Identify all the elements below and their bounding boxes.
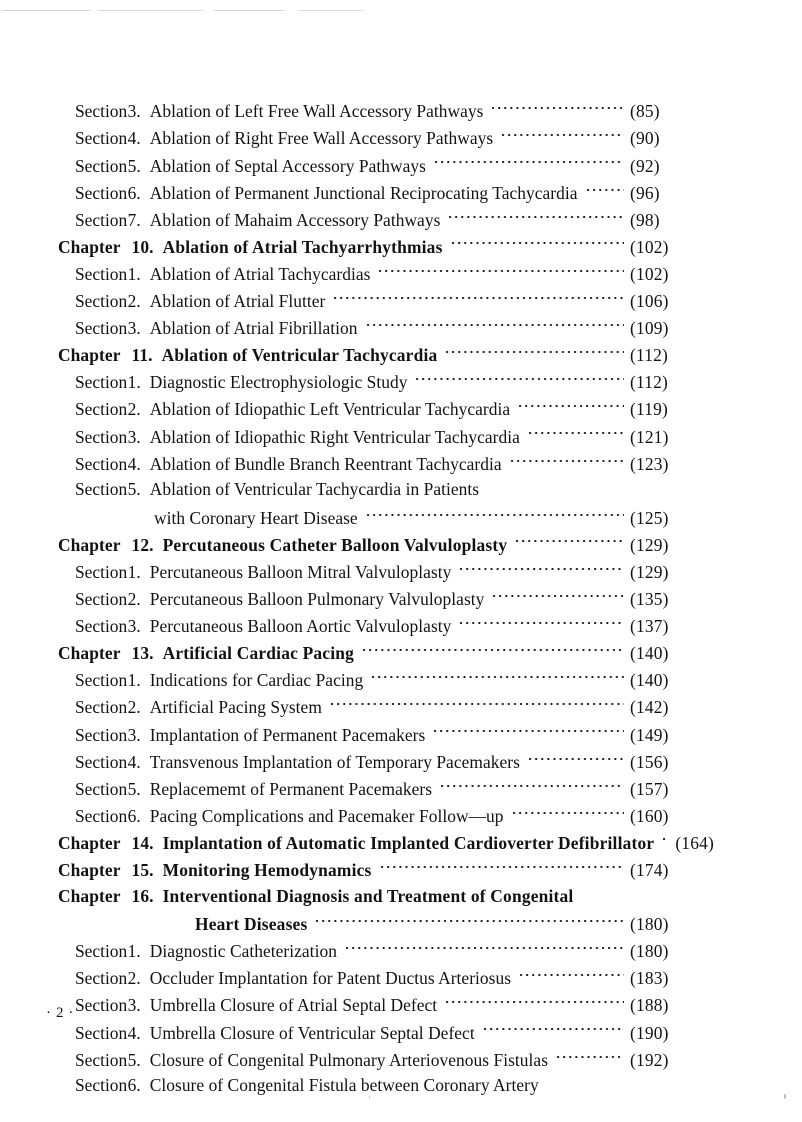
toc-entry-label bbox=[75, 101, 150, 122]
toc-entry-label-number: 1. bbox=[127, 561, 141, 582]
dot-leader bbox=[460, 615, 624, 632]
toc-entry-label bbox=[75, 779, 150, 800]
toc-entry-label bbox=[75, 725, 150, 746]
toc-entry-label bbox=[75, 399, 150, 420]
dot-leader bbox=[441, 777, 624, 794]
toc-entry-label-number: 1. bbox=[127, 263, 141, 284]
toc-entry-label-word: Chapter bbox=[58, 643, 121, 664]
toc-section-row[interactable] bbox=[58, 696, 688, 723]
dot-leader bbox=[446, 344, 624, 361]
toc-entry-page-number: (121) bbox=[630, 426, 669, 447]
toc-entry-label-number: 4. bbox=[127, 1022, 141, 1043]
scan-artifact-line bbox=[0, 10, 802, 11]
toc-entry-label-number: 6. bbox=[127, 182, 141, 203]
toc-section-row[interactable] bbox=[58, 127, 688, 154]
toc-entry-label-number: 2. bbox=[127, 968, 141, 989]
dot-leader bbox=[346, 940, 624, 957]
dot-leader bbox=[502, 127, 624, 144]
toc-section-row[interactable] bbox=[58, 506, 688, 533]
toc-entry-title: Interventional Diagnosis and Treatment of Congenital bbox=[162, 885, 574, 906]
toc-entry-title: Ablation of Idiopathic Right Ventricular Tachycardia bbox=[149, 426, 520, 447]
toc-entry-label-number: 3. bbox=[127, 616, 141, 637]
toc-entry-title: Ablation of Atrial Tachyarrhythmias bbox=[162, 236, 443, 257]
toc-entry-page-number: (192) bbox=[630, 1049, 669, 1070]
toc-entry-label-word: Chapter bbox=[58, 860, 121, 881]
toc-entry-page-number: (142) bbox=[630, 697, 669, 718]
toc-entry-label-number: 16. bbox=[131, 885, 154, 906]
dot-leader bbox=[529, 425, 624, 442]
toc-section-row[interactable] bbox=[58, 940, 688, 967]
toc-entry-label bbox=[58, 643, 163, 664]
toc-entry-page-number: (106) bbox=[630, 291, 669, 312]
toc-entry-label bbox=[75, 454, 150, 475]
toc-entry-page-number: (123) bbox=[630, 453, 669, 474]
toc-entry-label bbox=[75, 670, 150, 691]
toc-entry-title: Ablation of Bundle Branch Reentrant Tachycardia bbox=[149, 453, 502, 474]
toc-section-row[interactable] bbox=[58, 777, 688, 804]
toc-entry-title: Artificial Cardiac Pacing bbox=[162, 643, 355, 664]
toc-entry-label bbox=[75, 616, 150, 637]
toc-entry-title: Ablation of Septal Accessory Pathways bbox=[149, 155, 426, 176]
toc-entry-label-word: Section bbox=[75, 751, 128, 772]
toc-section-row[interactable] bbox=[58, 452, 688, 479]
toc-entry-label-number: 6. bbox=[127, 805, 141, 826]
toc-entry-page-number: (125) bbox=[630, 507, 669, 528]
toc-section-row[interactable] bbox=[58, 804, 688, 831]
toc-entry-page-number: (129) bbox=[630, 561, 669, 582]
toc-section-row[interactable] bbox=[58, 669, 688, 696]
toc-section-row[interactable] bbox=[58, 371, 688, 398]
toc-chapter-row[interactable] bbox=[58, 913, 688, 940]
toc-entry-label bbox=[75, 562, 150, 583]
dot-leader bbox=[587, 181, 625, 198]
dot-leader bbox=[516, 534, 624, 551]
toc-entry-label-number: 10. bbox=[131, 236, 154, 257]
toc-entry-label-number: 4. bbox=[127, 128, 141, 149]
toc-entry-label bbox=[75, 1023, 150, 1044]
toc-section-row[interactable] bbox=[58, 479, 688, 506]
toc-entry-label-number: 6. bbox=[127, 1075, 141, 1096]
dot-leader bbox=[435, 154, 624, 171]
toc-entry-label-word: Section bbox=[75, 670, 128, 691]
toc-entry-label-word: Section bbox=[75, 616, 128, 637]
toc-entry-label-word: Chapter bbox=[58, 832, 121, 853]
toc-section-row[interactable] bbox=[58, 1048, 688, 1075]
toc-section-row[interactable] bbox=[58, 750, 688, 777]
toc-chapter-row[interactable] bbox=[58, 859, 688, 886]
toc-entry-page-number: (164) bbox=[675, 832, 714, 853]
toc-entry-label-word: Section bbox=[75, 101, 128, 122]
toc-section-row[interactable] bbox=[58, 181, 688, 208]
dot-leader bbox=[434, 723, 624, 740]
dot-leader bbox=[367, 317, 624, 334]
toc-entry-label-number: 1. bbox=[127, 941, 141, 962]
toc-entry-label-word: Section bbox=[75, 291, 128, 312]
toc-entry-label bbox=[75, 372, 150, 393]
dot-leader bbox=[519, 398, 624, 415]
toc-section-row[interactable] bbox=[58, 263, 688, 290]
toc-entry-title: Implantation of Automatic Implanted Cardioverter Defibrillator bbox=[162, 832, 655, 853]
toc-entry-label-word: Section bbox=[75, 995, 128, 1016]
page-folio: · 2 · bbox=[46, 1005, 74, 1021]
toc-entry-label bbox=[75, 995, 150, 1016]
toc-section-row[interactable] bbox=[58, 425, 688, 452]
toc-entry-label-number: 1. bbox=[127, 372, 141, 393]
toc-chapter-row[interactable] bbox=[58, 886, 688, 913]
toc-section-row[interactable] bbox=[58, 967, 688, 994]
dot-leader bbox=[513, 804, 624, 821]
dot-leader bbox=[663, 832, 669, 849]
toc-entry-title: Replacememt of Permanent Pacemakers bbox=[149, 778, 433, 799]
toc-entry-page-number: (109) bbox=[630, 318, 669, 339]
dot-leader bbox=[381, 859, 624, 876]
dot-leader bbox=[372, 669, 624, 686]
toc-entry-label-word: Section bbox=[75, 479, 128, 500]
toc-entry-page-number: (140) bbox=[630, 643, 669, 664]
toc-entry-label-number: 4. bbox=[127, 751, 141, 772]
toc-entry-page-number: (135) bbox=[630, 589, 669, 610]
toc-entry-page-number: (102) bbox=[630, 236, 669, 257]
toc-entry-label-word: Section bbox=[75, 318, 128, 339]
dot-leader bbox=[367, 506, 624, 523]
toc-entry-label-number: 2. bbox=[127, 697, 141, 718]
toc-entry-label-number: 2. bbox=[127, 589, 141, 610]
toc-entry-label-number: 5. bbox=[127, 778, 141, 799]
toc-entry-title: Ablation of Atrial Tachycardias bbox=[149, 263, 371, 284]
toc-entry-title: Ablation of Atrial Flutter bbox=[149, 291, 326, 312]
dot-leader bbox=[449, 208, 624, 225]
dot-leader bbox=[363, 642, 624, 659]
toc-entry-label-number: 14. bbox=[131, 832, 154, 853]
toc-entry-label-word: Section bbox=[75, 128, 128, 149]
toc-entry-label-word: Section bbox=[75, 263, 128, 284]
toc-entry-page-number: (188) bbox=[630, 995, 669, 1016]
toc-entry-label-word: Chapter bbox=[58, 885, 121, 906]
toc-section-row[interactable] bbox=[58, 561, 688, 588]
toc-entry-title: Heart Diseases bbox=[195, 914, 308, 935]
toc-entry-label-number: 4. bbox=[127, 453, 141, 474]
toc-entry-label-number: 3. bbox=[127, 318, 141, 339]
toc-chapter-row[interactable] bbox=[58, 642, 688, 669]
toc-entry-label-word: Section bbox=[75, 1022, 128, 1043]
toc-entry-title: Percutaneous Catheter Balloon Valvuloplasty bbox=[162, 534, 508, 555]
toc-entry-label-word: Chapter bbox=[58, 534, 121, 555]
toc-entry-label-number: 3. bbox=[127, 426, 141, 447]
toc-entry-label bbox=[75, 318, 150, 339]
toc-chapter-row[interactable] bbox=[58, 534, 688, 561]
toc-entry-label bbox=[75, 697, 150, 718]
toc-entry-label bbox=[75, 968, 150, 989]
dot-leader bbox=[520, 967, 624, 984]
toc-entry-title: Umbrella Closure of Ventricular Septal Defect bbox=[149, 1022, 475, 1043]
toc-entry-title: Umbrella Closure of Atrial Septal Defect bbox=[149, 995, 438, 1016]
toc-entry-label-word: Section bbox=[75, 182, 128, 203]
dot-leader bbox=[511, 452, 624, 469]
toc-entry-title: Percutaneous Balloon Mitral Valvuloplasty bbox=[149, 561, 452, 582]
toc-entry-page-number: (137) bbox=[630, 616, 669, 637]
toc-entry-label-word: Section bbox=[75, 561, 128, 582]
toc-entry-title: Artificial Pacing System bbox=[149, 697, 322, 718]
table-of-contents-list bbox=[58, 100, 714, 1102]
toc-entry-page-number: (112) bbox=[630, 345, 669, 366]
toc-entry-label bbox=[58, 860, 163, 881]
toc-entry-title: Ablation of Left Free Wall Accessory Pathways bbox=[149, 101, 484, 122]
toc-entry-title: Diagnostic Electrophysiologic Study bbox=[149, 372, 408, 393]
toc-entry-label-word: Section bbox=[75, 778, 128, 799]
toc-section-row[interactable] bbox=[58, 723, 688, 750]
toc-section-row[interactable] bbox=[58, 290, 688, 317]
toc-entry-label bbox=[75, 156, 150, 177]
toc-entry-page-number: (96) bbox=[630, 182, 660, 203]
toc-entry-page-number: (92) bbox=[630, 155, 660, 176]
toc-entry-label-word: Chapter bbox=[58, 345, 121, 366]
dot-leader bbox=[331, 696, 624, 713]
toc-entry-page-number: (183) bbox=[630, 968, 669, 989]
toc-entry-page-number: (85) bbox=[630, 101, 660, 122]
toc-entry-page-number: (174) bbox=[630, 860, 669, 881]
toc-entry-label-number: 5. bbox=[127, 479, 141, 500]
toc-section-row[interactable] bbox=[58, 1021, 688, 1048]
toc-entry-page-number: (112) bbox=[630, 372, 669, 393]
toc-entry-page-number: (180) bbox=[630, 914, 669, 935]
toc-entry-label-word: Section bbox=[75, 1075, 128, 1096]
toc-entry-label bbox=[75, 291, 150, 312]
toc-entry-label-word: Section bbox=[75, 426, 128, 447]
toc-entry-title: Ablation of Atrial Fibrillation bbox=[149, 318, 358, 339]
toc-entry-label-word: Section bbox=[75, 372, 128, 393]
dot-leader bbox=[379, 263, 624, 280]
toc-entry-label-number: 11. bbox=[131, 345, 153, 366]
toc-entry-title: Transvenous Implantation of Temporary Pacemakers bbox=[149, 751, 520, 772]
dot-leader bbox=[492, 100, 624, 117]
toc-entry-label-word: Section bbox=[75, 399, 128, 420]
toc-entry-label bbox=[75, 210, 150, 231]
toc-entry-label-word: Section bbox=[75, 805, 128, 826]
toc-entry-label-word: Section bbox=[75, 453, 128, 474]
toc-chapter-row[interactable] bbox=[58, 344, 688, 371]
toc-entry-title: Percutaneous Balloon Pulmonary Valvuloplasty bbox=[149, 589, 485, 610]
dot-leader bbox=[316, 913, 624, 930]
toc-entry-title: Occluder Implantation for Patent Ductus Arteriosus bbox=[149, 968, 512, 989]
toc-entry-label-number: 13. bbox=[131, 643, 154, 664]
toc-entry-page-number: (160) bbox=[630, 805, 669, 826]
toc-entry-label-word: Section bbox=[75, 1049, 128, 1070]
toc-entry-label bbox=[75, 183, 150, 204]
toc-entry-label bbox=[75, 806, 150, 827]
toc-entry-label bbox=[58, 886, 163, 907]
toc-entry-title: Percutaneous Balloon Aortic Valvuloplasty bbox=[149, 616, 452, 637]
toc-entry-label-number: 3. bbox=[127, 101, 141, 122]
toc-entry-page-number: (98) bbox=[630, 209, 660, 230]
toc-entry-page-number: (190) bbox=[630, 1022, 669, 1043]
dot-leader bbox=[484, 1021, 624, 1038]
toc-section-row[interactable] bbox=[58, 615, 688, 642]
toc-entry-title: with Coronary Heart Disease bbox=[154, 507, 358, 528]
toc-entry-title: Ablation of Mahaim Accessory Pathways bbox=[149, 209, 441, 230]
dot-leader bbox=[460, 561, 624, 578]
toc-entry-label bbox=[75, 1050, 150, 1071]
toc-entry-label bbox=[75, 941, 150, 962]
toc-section-row[interactable] bbox=[58, 994, 688, 1021]
toc-section-row[interactable] bbox=[58, 100, 688, 127]
dot-leader bbox=[452, 235, 624, 252]
toc-section-row[interactable] bbox=[58, 317, 688, 344]
toc-entry-label bbox=[75, 264, 150, 285]
toc-entry-page-number: (157) bbox=[630, 778, 669, 799]
toc-entry-label bbox=[58, 535, 163, 556]
toc-section-row[interactable] bbox=[58, 154, 688, 181]
toc-entry-label-word: Section bbox=[75, 697, 128, 718]
toc-entry-label-number: 1. bbox=[127, 670, 141, 691]
toc-entry-title: Closure of Congenital Fistula between Coronary Artery bbox=[149, 1075, 539, 1096]
toc-entry-label bbox=[58, 237, 163, 258]
toc-entry-label bbox=[75, 427, 150, 448]
dot-leader bbox=[334, 290, 624, 307]
toc-entry-label-word: Chapter bbox=[58, 236, 121, 257]
dot-leader bbox=[493, 588, 624, 605]
toc-entry-label-number: 2. bbox=[127, 399, 141, 420]
toc-entry-label-word: Section bbox=[75, 724, 128, 745]
toc-entry-title: Ablation of Ventricular Tachycardia bbox=[161, 345, 438, 366]
toc-entry-title: Ablation of Idiopathic Left Ventricular Tachycardia bbox=[149, 399, 511, 420]
toc-entry-title: Diagnostic Catheterization bbox=[149, 941, 337, 962]
toc-entry-label bbox=[58, 345, 162, 366]
toc-section-row[interactable] bbox=[58, 1075, 688, 1102]
scan-speck bbox=[784, 1094, 786, 1099]
toc-chapter-row[interactable] bbox=[58, 235, 688, 262]
toc-entry-label-number: 5. bbox=[127, 155, 141, 176]
toc-entry-page-number: (102) bbox=[630, 263, 669, 284]
toc-entry-title: Indications for Cardiac Pacing bbox=[149, 670, 364, 691]
toc-entry-label-word: Section bbox=[75, 155, 128, 176]
dot-leader bbox=[529, 750, 624, 767]
toc-entry-title: Pacing Complications and Pacemaker Follow—up bbox=[149, 805, 504, 826]
toc-section-row[interactable] bbox=[58, 398, 688, 425]
toc-entry-title: Ablation of Permanent Junctional Reciprocating Tachycardia bbox=[149, 182, 578, 203]
toc-entry-label-number: 5. bbox=[127, 1049, 141, 1070]
dot-leader bbox=[557, 1048, 624, 1065]
toc-entry-page-number: (119) bbox=[630, 399, 669, 420]
toc-entry-label-number: 3. bbox=[127, 995, 141, 1016]
toc-entry-title: Ablation of Ventricular Tachycardia in Patients bbox=[149, 479, 480, 500]
toc-entry-page-number: (149) bbox=[630, 724, 669, 745]
toc-entry-label-number: 7. bbox=[127, 209, 141, 230]
dot-leader bbox=[446, 994, 624, 1011]
toc-entry-label-word: Section bbox=[75, 968, 128, 989]
toc-section-row[interactable] bbox=[58, 208, 688, 235]
toc-entry-label bbox=[75, 752, 150, 773]
toc-entry-label bbox=[75, 1075, 150, 1096]
toc-section-row[interactable] bbox=[58, 588, 688, 615]
toc-entry-label-word: Section bbox=[75, 941, 128, 962]
toc-entry-label bbox=[58, 833, 163, 854]
toc-entry-title: Monitoring Hemodynamics bbox=[162, 860, 372, 881]
toc-entry-label bbox=[75, 128, 150, 149]
toc-entry-label-number: 12. bbox=[131, 534, 154, 555]
toc-entry-page-number: (180) bbox=[630, 941, 669, 962]
toc-entry-label-number: 2. bbox=[127, 291, 141, 312]
toc-entry-title: Ablation of Right Free Wall Accessory Pathways bbox=[149, 128, 494, 149]
toc-entry-page-number: (129) bbox=[630, 534, 669, 555]
dot-leader bbox=[416, 371, 624, 388]
toc-entry-page-number: (156) bbox=[630, 751, 669, 772]
toc-entry-label-number: 15. bbox=[131, 860, 154, 881]
toc-chapter-row[interactable] bbox=[58, 832, 714, 859]
toc-entry-page-number: (90) bbox=[630, 128, 660, 149]
toc-entry-label bbox=[75, 479, 150, 500]
toc-entry-label-word: Section bbox=[75, 209, 128, 230]
toc-entry-title: Closure of Congenital Pulmonary Arteriovenous Fistulas bbox=[149, 1049, 549, 1070]
toc-entry-label-number: 3. bbox=[127, 724, 141, 745]
toc-entry-label bbox=[75, 589, 150, 610]
toc-entry-label-word: Section bbox=[75, 589, 128, 610]
toc-entry-title: Implantation of Permanent Pacemakers bbox=[149, 724, 426, 745]
toc-entry-page-number: (140) bbox=[630, 670, 669, 691]
